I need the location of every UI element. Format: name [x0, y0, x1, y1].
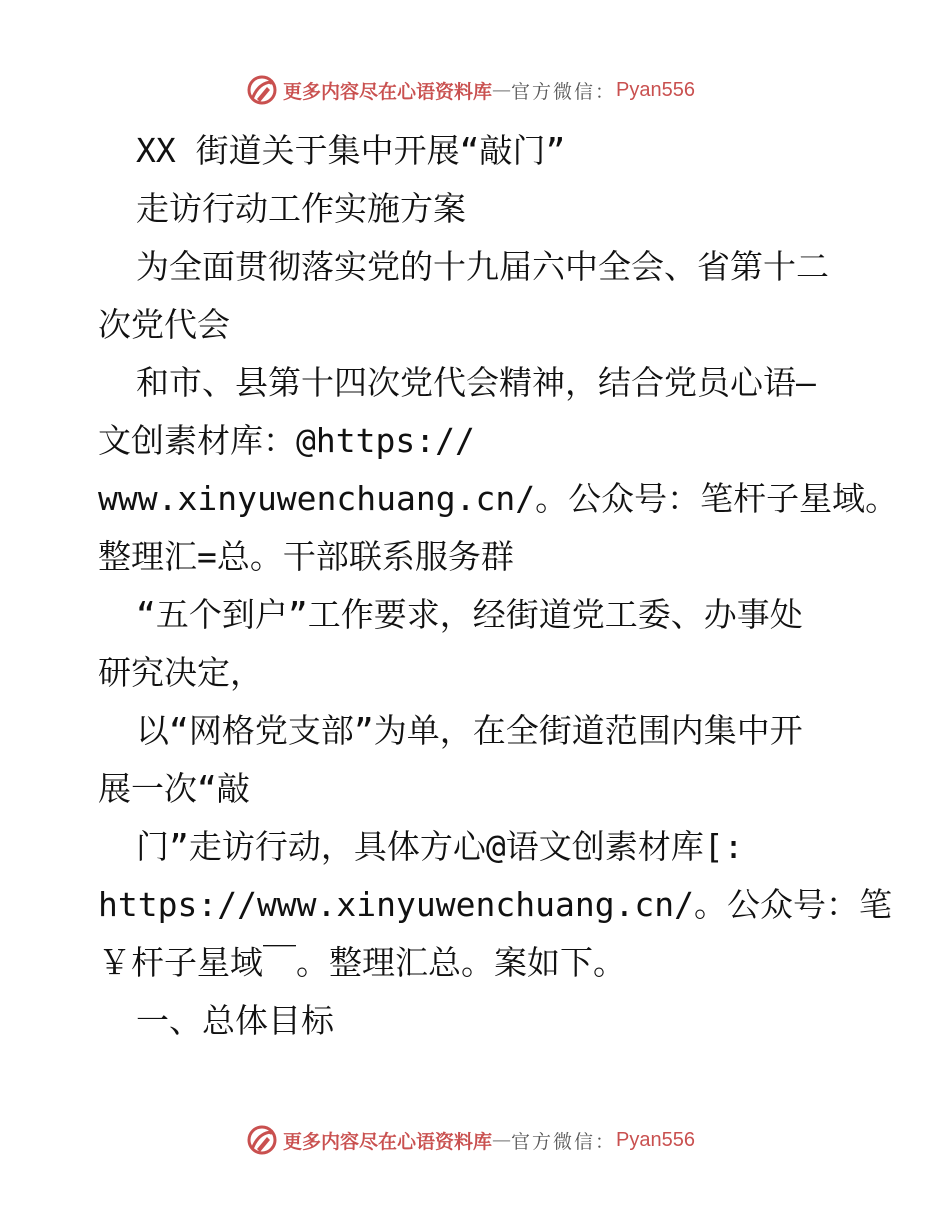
watermark-official-label: 官方微信： — [511, 80, 617, 103]
document-line: 展一次“敲 — [98, 769, 250, 808]
document-line: “五个到户”工作要求，经街道党工委、办事处 — [136, 595, 803, 634]
red-swirl-pen-logo-icon — [245, 73, 279, 107]
watermark-separator: — — [492, 79, 512, 101]
document-line: 次党代会 — [98, 305, 230, 344]
document-line: 研究决定， — [98, 653, 263, 692]
document-line: 以“网格党支部”为单，在全街道范围内集中开 — [136, 711, 803, 750]
header-watermark — [0, 70, 950, 110]
document-line: 一、总体目标 — [136, 1001, 334, 1040]
watermark-official-label: 官方微信： — [511, 1130, 617, 1153]
document-line: https://www.xinyuwenchuang.cn/。公众号：笔 — [98, 885, 893, 924]
document-line: 文创素材库：@https:// — [98, 421, 475, 460]
red-swirl-pen-logo-icon — [245, 1123, 279, 1157]
watermark-brand: 更多内容尽在心语资料库 — [283, 1130, 493, 1153]
watermark-wechat-id: Pyan556 — [616, 78, 695, 101]
document-line: www.xinyuwenchuang.cn/。公众号：笔杆子星域。 — [98, 479, 899, 518]
footer-watermark — [0, 1120, 950, 1160]
document-line: 门”走访行动，具体方心@语文创素材库[: — [136, 827, 744, 866]
document-line: XX 街道关于集中开展“敲门” — [136, 131, 566, 170]
document-line: ￥杆子星域￣。整理汇总。案如下。 — [98, 943, 626, 982]
document-body — [98, 122, 899, 1050]
document-line: 和市、县第十四次党代会精神，结合党员心语— — [136, 363, 816, 402]
document-line: 整理汇=总。干部联系服务群 — [98, 537, 514, 576]
watermark-brand: 更多内容尽在心语资料库 — [283, 80, 493, 103]
document-line: 为全面贯彻落实党的十九届六中全会、省第十二 — [136, 247, 829, 286]
document-line: 走访行动工作实施方案 — [136, 189, 466, 228]
watermark-separator: — — [492, 1129, 512, 1151]
watermark-wechat-id: Pyan556 — [616, 1128, 695, 1151]
